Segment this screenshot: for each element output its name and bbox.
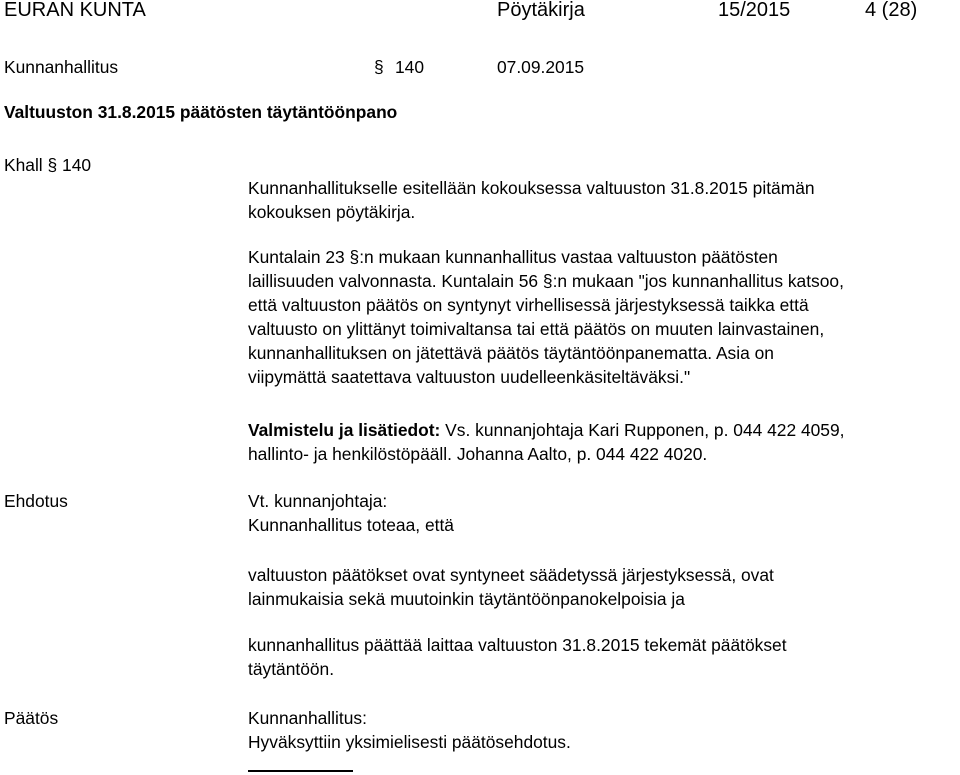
text-line: kokouksen pöytäkirja. (248, 202, 416, 222)
text-line: kunnanhallitus päättää laittaa valtuuston 31.8.2015 tekemät päätökset (248, 635, 787, 655)
decision-label: Päätös (4, 708, 59, 728)
proposal-intro (248, 489, 454, 537)
text-line: Kunnanhallitus toteaa, että (248, 515, 454, 535)
ref-number: 140 (62, 155, 92, 175)
text-line: hallinto- ja henkilöstöpääll. Johanna Aalto, p. 044 422 4020. (248, 444, 708, 464)
end-rule (248, 770, 353, 772)
text-span: Kuntalain 23 (248, 247, 345, 267)
ref-label (4, 153, 91, 177)
text-line: viipymättä saatettava valtuuston uudelleenkäsiteltäväksi." (248, 367, 691, 387)
doc-number: 15/2015 (718, 0, 791, 21)
section-sign-icon: § (349, 247, 360, 267)
text-line: valtuusto on ylittänyt toimivaltansa tai että päätös on muuten lainvastainen, (248, 319, 825, 339)
section-sign-icon: § (374, 57, 384, 77)
page-number: 4 (28) (865, 0, 918, 21)
text-line: Kunnanhallitukselle esitellään kokouksessa valtuuston 31.8.2015 pitämän (248, 178, 815, 198)
item-title: Valtuuston 31.8.2015 päätösten täytäntöönpano (4, 102, 398, 122)
org-name: EURAN KUNTA (4, 0, 146, 21)
section-sign-icon: § (47, 155, 58, 175)
proposal-point-1 (248, 563, 774, 611)
prep-contact-1: Vs. kunnanjohtaja Kari Rupponen, p. 044 422 4059, (440, 420, 845, 440)
preparation-info (248, 418, 844, 466)
text-line: kunnanhallituksen on jätettävä päätös täytäntöönpanematta. Asia on (248, 343, 774, 363)
text-line (248, 418, 844, 442)
text-line: täytäntöön. (248, 659, 335, 679)
text-line: Hyväksyttiin yksimielisesti päätösehdotus. (248, 732, 571, 752)
text-line: valtuuston päätökset ovat syntyneet säädetyssä järjestyksessä, ovat (248, 565, 774, 585)
proposal-point-2 (248, 633, 787, 681)
law-paragraph (248, 245, 844, 389)
text-line: Vt. kunnanjohtaja: (248, 491, 388, 511)
ref-prefix: Khall (4, 155, 43, 175)
proposal-label: Ehdotus (4, 491, 68, 511)
text-span: laillisuuden valvonnasta. Kuntalain 56 (248, 271, 539, 291)
text-line: lainmukaisia sekä muutoinkin täytäntöönpanokelpoisia ja (248, 589, 685, 609)
text-span: :n mukaan "jos kunnanhallitus katsoo, (552, 271, 844, 291)
section-sign-icon: § (542, 271, 553, 291)
text-span: :n mukaan kunnanhallitus vastaa valtuuston päätösten (359, 247, 778, 267)
doc-type: Pöytäkirja (497, 0, 585, 21)
section-number: 140 (395, 57, 425, 77)
prep-label: Valmistelu ja lisätiedot: (248, 420, 441, 440)
text-line (248, 269, 844, 293)
decision-text (248, 706, 571, 754)
text-line: että valtuuston päätös on syntynyt virhellisessä järjestyksessä taikka että (248, 295, 809, 315)
meeting-date: 07.09.2015 (497, 57, 585, 77)
text-line (248, 245, 844, 269)
intro-paragraph (248, 176, 815, 224)
text-line: Kunnanhallitus: (248, 708, 367, 728)
meeting-body: Kunnanhallitus (4, 57, 119, 77)
